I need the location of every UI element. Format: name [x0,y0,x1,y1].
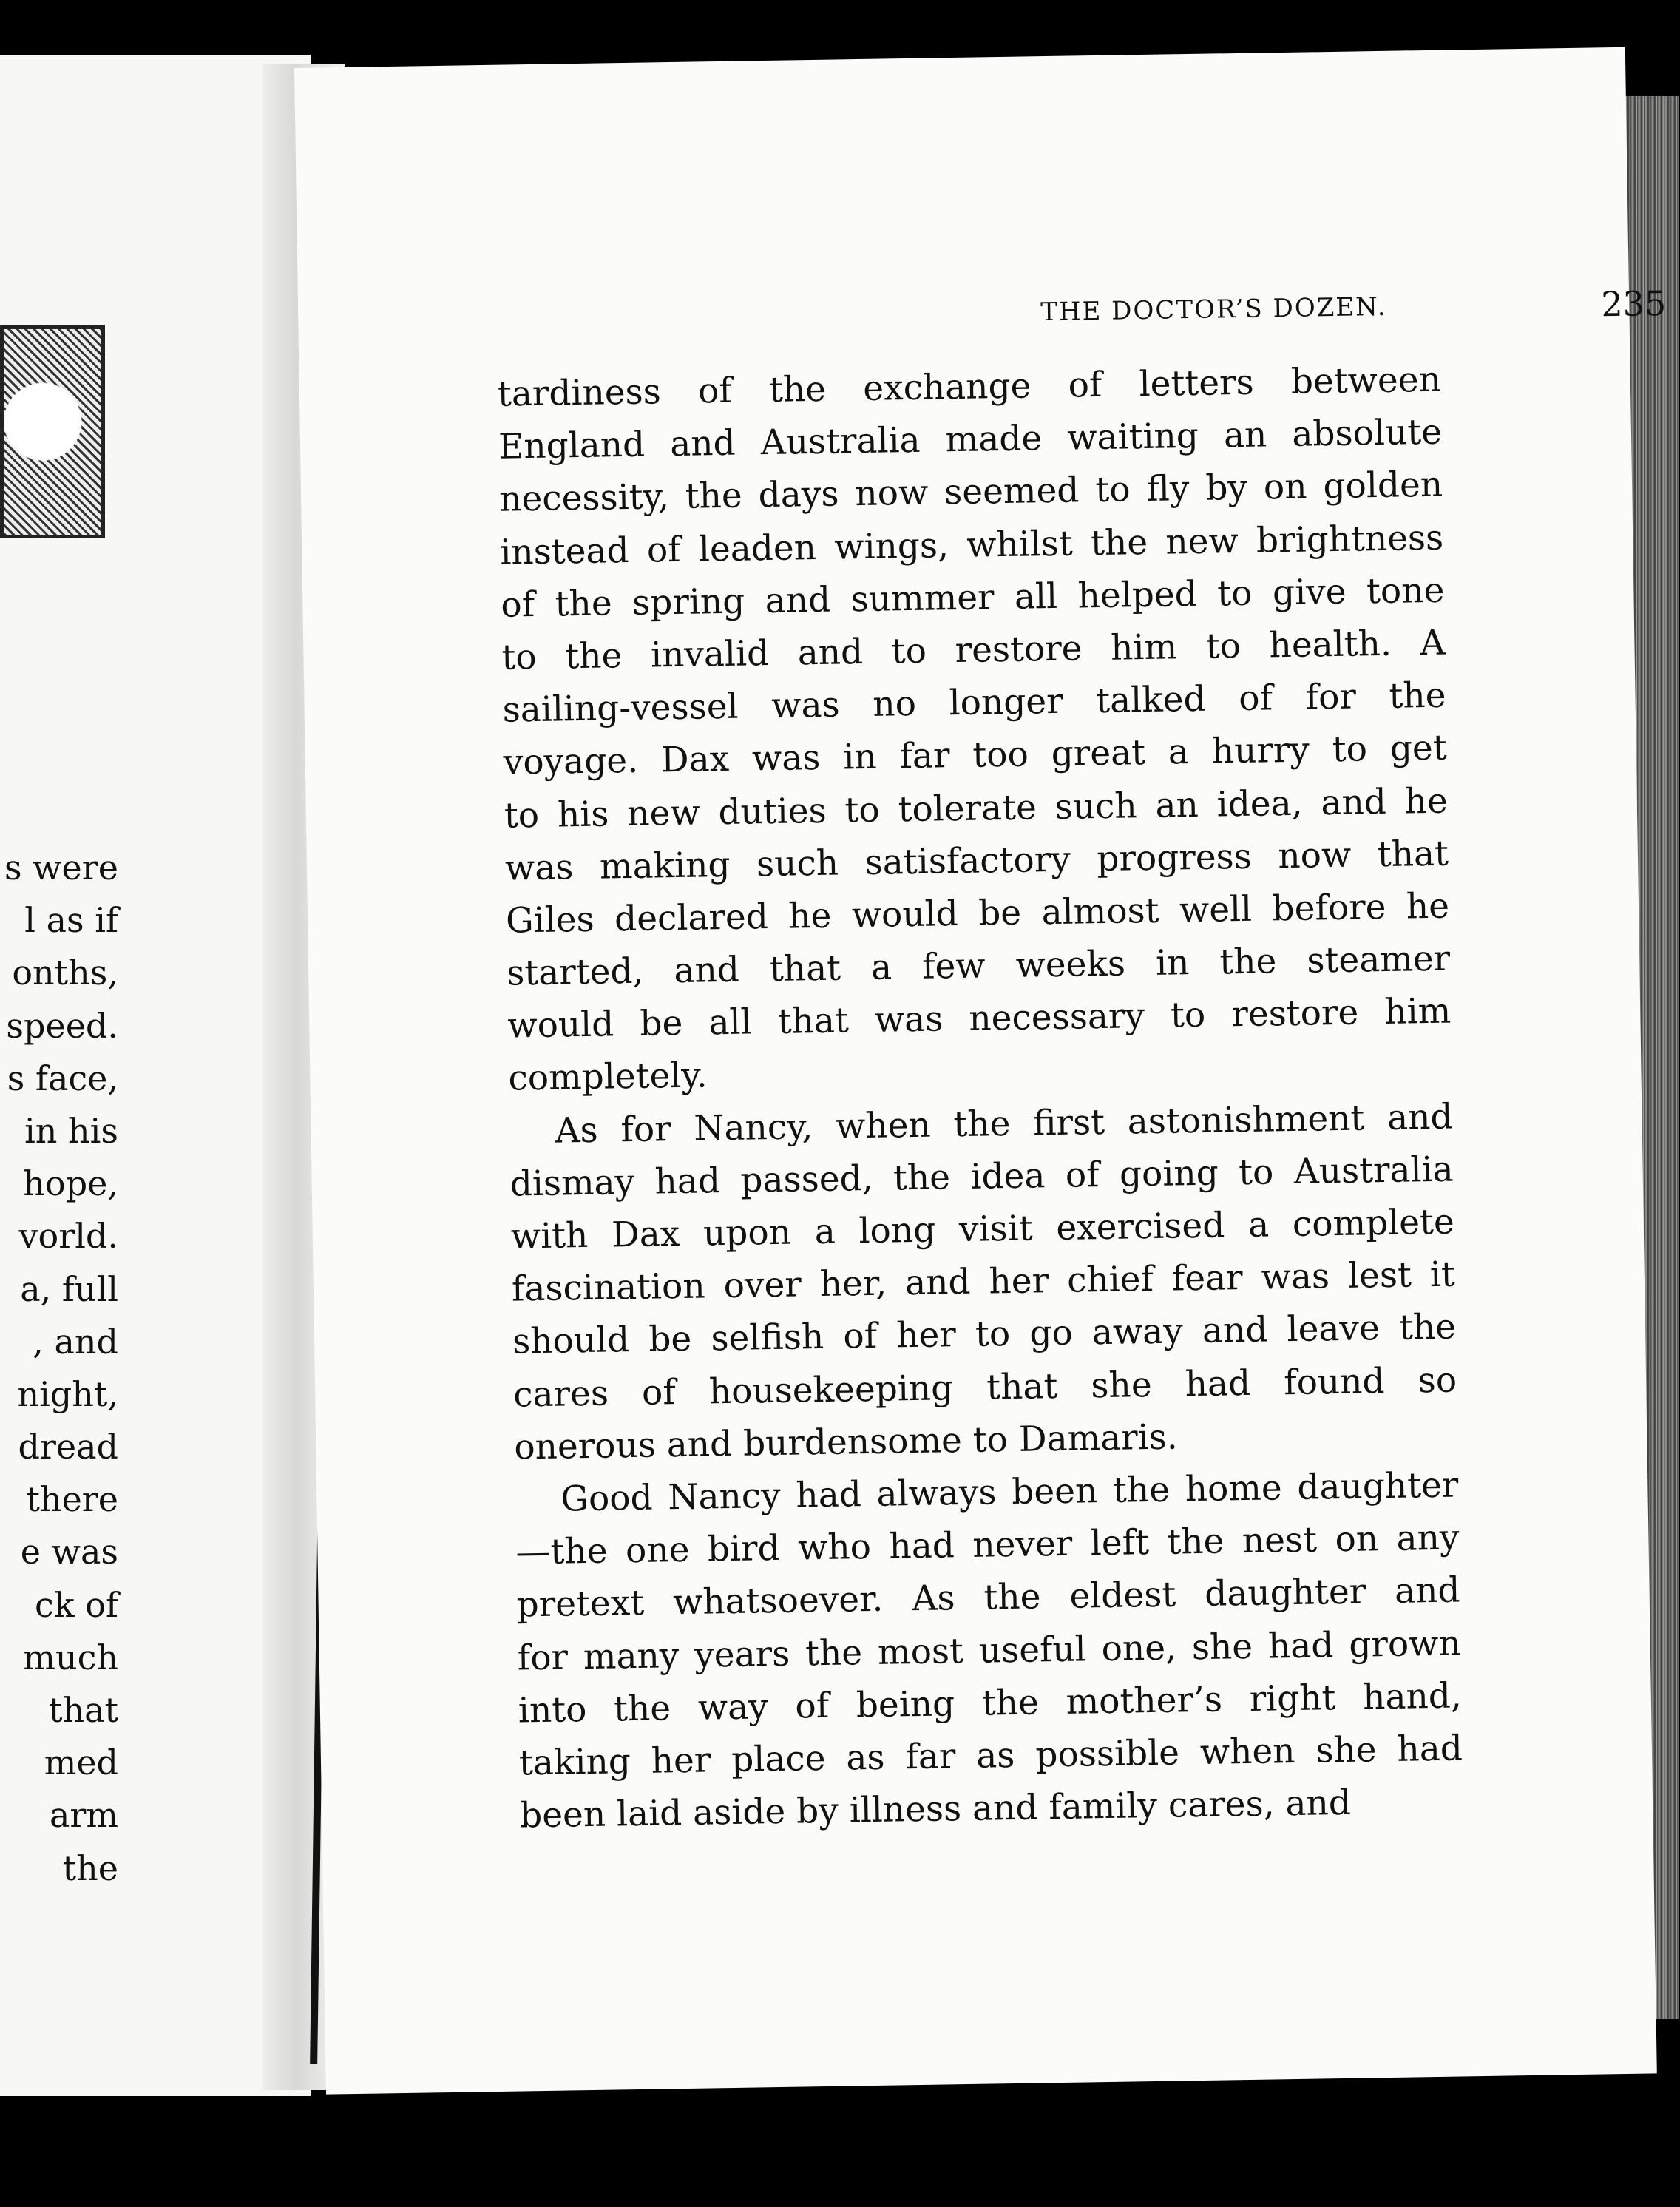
left-fragment-line: in his [24,1110,118,1151]
left-fragment-line: speed. [6,1005,118,1046]
text-line: onerous and burdensome to Damaris. [513,1416,1179,1468]
text-line: fascination over her, and her chief fear was lest it [511,1254,1456,1310]
paragraph [509,1090,1458,1473]
left-fragment-line: onths, [12,953,118,993]
text-line: Giles declared he would be almost well before he [505,885,1450,942]
left-fragment-line: the [62,1848,118,1888]
text-line: of the spring and summer all helped to give tone [501,570,1445,626]
text-line: instead of leaden wings, whilst the new brightness [499,517,1444,573]
text-line: completely. [508,1055,708,1100]
left-fragment-line: s face, [7,1058,118,1098]
text-line: should be selfish of her to go away and leave the [512,1306,1457,1362]
left-page-text-fragments [0,842,118,1899]
text-line: dismay had passed, the idea of going to Australia [509,1149,1454,1205]
body-text [497,354,1463,1842]
text-line: started, and that a few weeks in the steamer [506,938,1451,994]
text-line: sailing-vessel was no longer talked of for the [502,675,1446,731]
text-line: been laid aside by illness and family cares, and [519,1782,1352,1836]
text-line: into the way of being the mother’s right hand, [518,1675,1463,1731]
text-line: pretext whatsoever. As the eldest daughter and [516,1569,1460,1626]
left-fragment-line: s were [4,848,118,888]
text-line: for many years the most useful one, she had grown [517,1622,1462,1679]
right-page [294,47,1667,2095]
running-head [722,283,1667,342]
text-line: with Dax upon a long visit exercised a complete [510,1201,1455,1257]
text-line: to his new duties to tolerate such an idea, and he [504,780,1449,837]
left-fragment-line: much [23,1637,118,1677]
page-number: 235 [1600,283,1667,325]
left-fragment-line: ck of [35,1584,118,1625]
text-line: As for Nancy, when the first astonishment and [555,1096,1453,1152]
text-line: voyage. Dax was in far too great a hurry to get [503,727,1448,783]
left-fragment-line: there [26,1479,118,1520]
text-line: —the one bird who had never left the nest on any [515,1517,1460,1573]
paragraph [497,354,1452,1106]
left-fragment-line: night, [17,1373,118,1414]
text-line: was making such satisfactory progress now that [504,833,1449,889]
text-line: Good Nancy had always been the home daughter [560,1464,1459,1520]
left-fragment-line: hope, [23,1163,118,1204]
left-fragment-line: vorld. [18,1216,118,1257]
floral-illustration [0,325,105,538]
left-fragment-line: , and [33,1321,118,1362]
left-fragment-line: l as if [24,900,118,941]
left-fragment-line: dread [18,1427,118,1467]
text-line: taking her place as far as possible when she had [518,1728,1463,1784]
text-line: would be all that was necessary to restore him [507,990,1452,1047]
text-line: cares of housekeeping that she had found so [512,1359,1457,1416]
left-fragment-line: arm [49,1795,118,1836]
paragraph [515,1459,1464,1842]
text-line: to the invalid and to restore him to health. A [501,622,1446,678]
left-fragment-line: a, full [20,1268,118,1309]
left-fragment-line: that [48,1690,118,1730]
left-fragment-line: med [44,1743,118,1783]
left-fragment-line: e was [20,1532,118,1572]
text-line: England and Australia made waiting an absolute [498,411,1443,467]
text-line: necessity, the days now seemed to fly by on golden [498,464,1443,521]
running-head-title: THE DOCTOR’S DOZEN. [1040,291,1387,328]
text-line: tardiness of the exchange of letters between [497,359,1442,415]
